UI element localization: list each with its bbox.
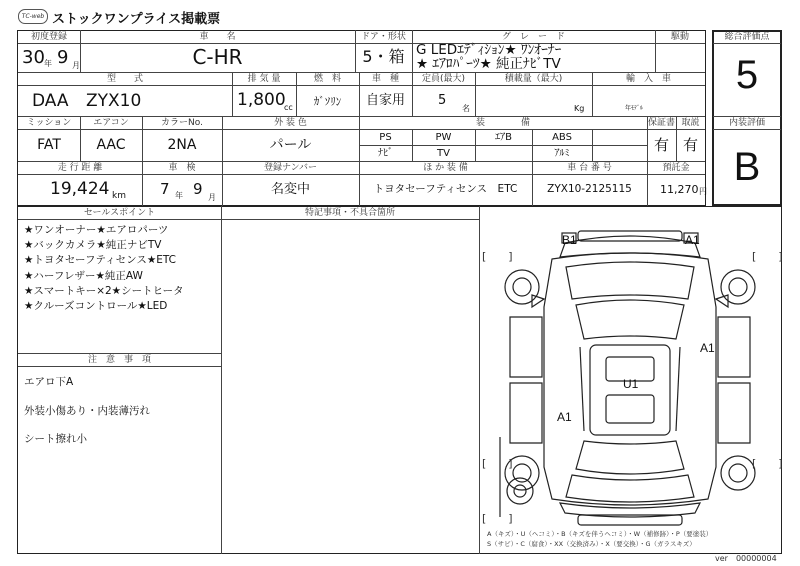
- special-notes-title: 特記事項・不具合箇所: [304, 208, 395, 218]
- model: ZYX10: [86, 91, 142, 111]
- use: 自家用: [365, 93, 405, 108]
- list-item: ★クルーズコントロール★LED: [24, 300, 168, 313]
- equip-pw: PW: [435, 132, 452, 143]
- displacement: 1,800: [237, 90, 286, 110]
- list-item: ★ハーフレザー★純正AW: [24, 269, 143, 282]
- equip-abs: ABS: [552, 132, 572, 143]
- deposit-label: 預託金: [662, 163, 690, 173]
- warranty-label: 保証書: [647, 118, 675, 128]
- fuel: ｶﾞｿﾘﾝ: [313, 95, 342, 108]
- deposit: 11,270: [660, 183, 699, 196]
- bracket-bottom: [ ]: [482, 512, 513, 525]
- chassis-label: 車 台 番 号: [567, 163, 612, 173]
- legend-line-2: S（サビ）・C（腐食）・XX（交換済み）・X（要交換）・G（ガラスキズ）: [487, 540, 696, 548]
- interior-score-label: 内装評価: [728, 118, 765, 128]
- note-item: 外装小傷あり・内装薄汚れ: [24, 405, 150, 417]
- equip-alloy: ｱﾙﾐ: [554, 148, 570, 159]
- capacity-label: 定員(最大): [421, 74, 466, 84]
- exterior-color: パール: [269, 137, 312, 153]
- warranty: 有: [653, 136, 669, 154]
- list-item: ★ワンオーナー★エアロパーツ: [24, 224, 169, 236]
- mission-label: ミッション: [26, 118, 72, 128]
- first-reg-year: 30: [22, 47, 45, 68]
- aircon: AAC: [96, 137, 126, 153]
- use-label: 車 種: [371, 74, 399, 84]
- other-equip-label: ほ か 装 備: [423, 163, 468, 173]
- inspection-month: 9: [193, 180, 203, 198]
- fuel-label: 燃 料: [313, 74, 341, 84]
- legend-line-1: A（キズ）・U（ヘコミ）・B（キズを伴うヘコミ）・W（補修跡）・P（要塗装）: [487, 530, 713, 538]
- manual-label: 取説: [681, 118, 700, 128]
- capacity: 5: [438, 93, 447, 108]
- equip-navi: ﾅﾋﾞ: [378, 148, 393, 159]
- version: ver 00000004: [715, 554, 777, 563]
- grade-label: グ レ ー ド: [501, 32, 565, 42]
- drive-label: 駆動: [670, 32, 689, 42]
- sales-points-list: [24, 223, 184, 314]
- equip-ps: PS: [379, 132, 392, 143]
- mission: FAT: [37, 137, 61, 153]
- displacement-label: 排 気 量: [247, 74, 281, 84]
- grade-line-1: G LEDｴﾃﾞｨｼｮﾝ★ ﾜﾝｵｰﾅｰ: [416, 42, 562, 58]
- inspection-year: 7: [160, 180, 170, 198]
- mileage-label: 走 行 距 離: [57, 163, 103, 173]
- door-shape: 5・箱: [362, 47, 405, 66]
- first-reg-label: 初度登録: [30, 32, 67, 42]
- color-no-label: カラーNo.: [161, 118, 203, 128]
- equip-airbag: ｴｱB: [495, 132, 512, 143]
- grade-line-2: ★ ｴｱﾛﾊﾟｰﾂ★ 純正ﾅﾋﾞTV: [416, 56, 561, 72]
- mileage: 19,424: [50, 179, 110, 199]
- car-name: C-HR: [192, 45, 243, 69]
- notes-title: 注 意 事 項: [87, 355, 151, 365]
- bracket-front-left: [ ]: [482, 250, 513, 263]
- color-label: 外 装 色: [274, 118, 307, 128]
- bracket-front-right: [ ]: [752, 250, 783, 263]
- model-prefix: DAA: [32, 91, 69, 111]
- first-reg-month: 9: [57, 47, 69, 68]
- bracket-rear-left: [ ]: [482, 457, 513, 470]
- note-item: シート擦れ小: [24, 433, 87, 445]
- note-item: エアロ下A: [24, 376, 74, 388]
- plate: 名変中: [270, 182, 310, 197]
- model-label: 型 式: [106, 74, 143, 84]
- overall-score-label: 総合評価点: [724, 32, 770, 42]
- page-title: ストックワンプライス掲載票: [52, 12, 221, 27]
- damage-mark-front-right: A1: [685, 233, 700, 247]
- equip-tv: TV: [437, 148, 450, 159]
- damage-mark-left-side: A1: [557, 410, 572, 424]
- aircon-label: エアコン: [93, 118, 129, 128]
- damage-mark-right-side: A1: [700, 341, 715, 355]
- door-label: ドア・形状: [361, 32, 406, 42]
- manual: 有: [682, 136, 698, 154]
- other-equipment: トヨタセーフティセンス ETC: [373, 183, 518, 195]
- chassis-number: ZYX10-2125115: [547, 183, 632, 195]
- car-name-label: 車 名: [199, 32, 236, 42]
- inspection-label: 車 検: [168, 163, 196, 173]
- list-item: ★スマートキー×2★シートヒータ: [24, 284, 184, 297]
- import-label: 輸 入 車: [625, 74, 671, 84]
- overall-score: 5: [735, 53, 759, 97]
- damage-mark-front-left: B1: [562, 233, 577, 247]
- equipment-label: 装 備: [475, 118, 530, 128]
- color-no: 2NA: [167, 137, 197, 153]
- bracket-rear-right: [ ]: [752, 457, 783, 470]
- plate-label: 登録ナンバー: [264, 163, 317, 173]
- logo: TC-web: [18, 9, 48, 24]
- list-item: ★バックカメラ★純正ナビTV: [24, 239, 162, 252]
- load-label: 積載量（最大): [504, 74, 563, 84]
- list-item: ★トヨタセーフティセンス★ETC: [24, 254, 176, 267]
- sales-points-title: セールスポイント: [83, 208, 156, 218]
- damage-mark-center: U1: [623, 377, 639, 391]
- interior-score: B: [733, 145, 761, 189]
